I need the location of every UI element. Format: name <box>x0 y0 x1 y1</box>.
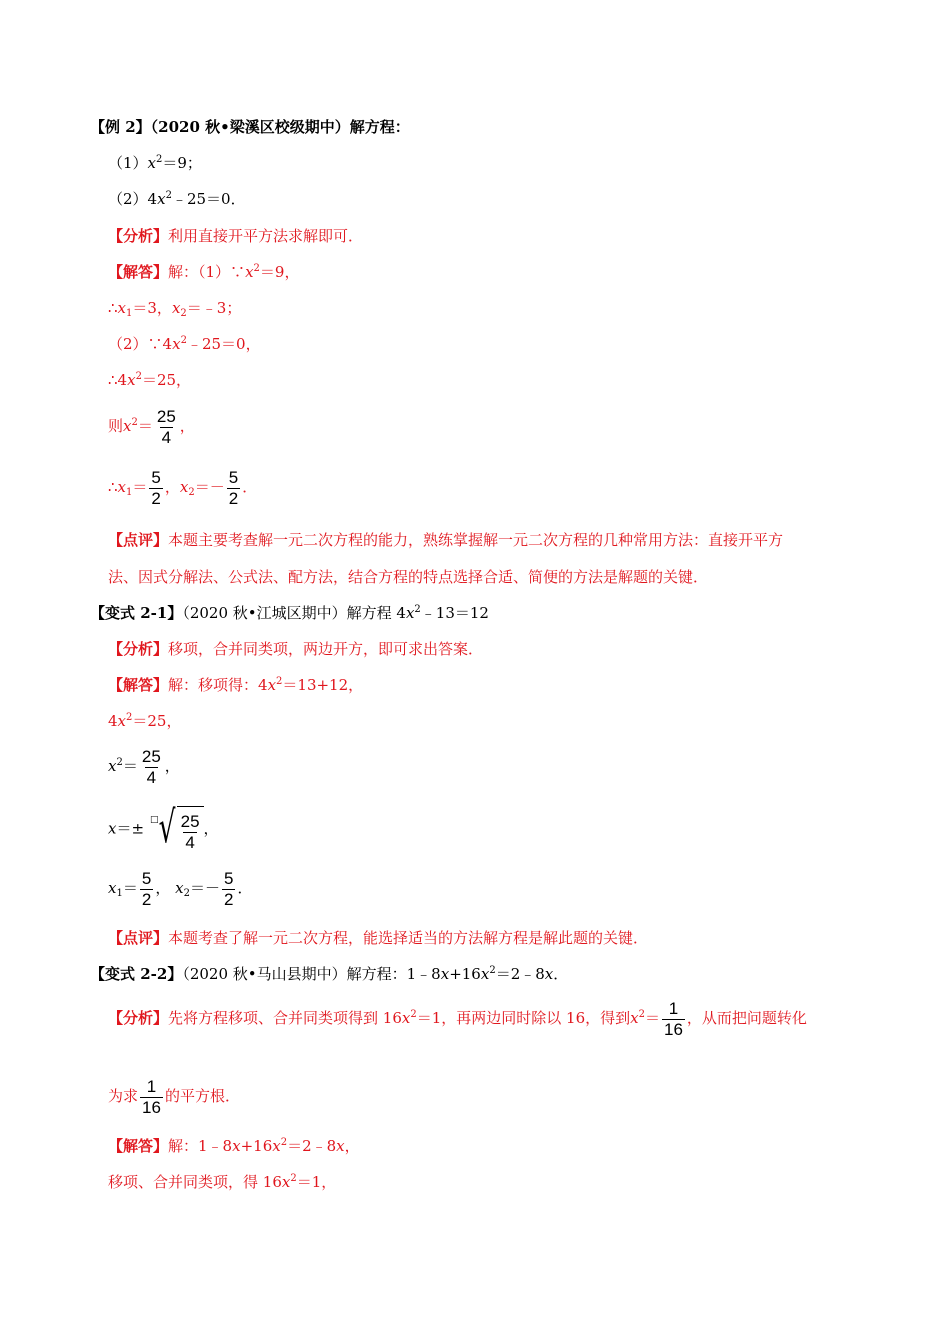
variant-2-1-heading: 【变式 2-1】（2020 秋•江城区期中）解方程 $4x^2﹣13=12$ <box>90 604 489 622</box>
variant-2-2-answer-line-2: 移项、合并同类项，得 $16x^2=1$， <box>108 1173 337 1191</box>
example-2-source: （2020 秋•梁溪区校级期中）解方程： <box>150 118 410 136</box>
fraction-25-over-4: $\frac{25}{4}$ <box>141 746 161 787</box>
example-2-analysis: 【分析】利用直接开平方法求解即可． <box>108 227 364 245</box>
variant-2-1-analysis: 【分析】移项，合并同类项，两边开方，即可求出答案． <box>108 640 484 658</box>
fraction-5-over-2-negative: $\frac{5}{2}$ <box>228 467 239 508</box>
variant-2-2-heading: 【变式 2-2】（2020 秋•马山县期中）解方程：$1﹣8x+16x^2=2﹣8x$． <box>90 965 569 983</box>
fraction-5-over-2-negative: $\frac{5}{2}$ <box>223 868 234 909</box>
example-2-review-line-2: 法、因式分解法、公式法、配方法，结合方程的特点选择合适、简便的方法是解题的关键． <box>108 568 709 586</box>
variant-2-1-answer-line-4: x＝± □ √ $\frac{25}{4}$ ， <box>108 802 219 853</box>
example-2-question-2: $(2)4x^2﹣25=0$． <box>108 190 246 208</box>
fraction-25-over-4: $\frac{25}{4}$ <box>180 811 200 852</box>
fraction-5-over-2: $\frac{5}{2}$ <box>141 868 152 909</box>
variant-2-1-answer-line-5: $x_1=$ $\frac{5}{2}$ ， $x_2=-$ $\frac{5}{2}$ ． <box>108 868 253 909</box>
example-2-answer-line-2: $\therefore x_1=3$，$x_2=﹣3$； <box>108 299 242 319</box>
fraction-25-over-4: $\frac{25}{4}$ <box>156 406 176 447</box>
variant-2-2-analysis-line-1: 【分析】先将方程移项、合并同类项得到 $16x^2=1$，再两边同时除以 16，得到$x^2=$ $\frac{1}{16}$ ，从而把问题转化 <box>108 998 807 1039</box>
example-2-answer-line-6: $\therefore x_1=$ $\frac{5}{2}$ ，$x_2=-$ $\frac{5}{2}$ ． <box>108 467 258 508</box>
square-root <box>153 802 204 853</box>
fraction-1-over-16: $\frac{1}{16}$ <box>663 998 683 1039</box>
variant-2-1-review: 【点评】本题考查了解一元二次方程，能选择适当的方法解方程是解此题的关键． <box>108 929 649 947</box>
example-2-answer-line-4: $\therefore 4x^2=25$， <box>108 371 192 389</box>
variant-2-1-answer-line-3: $x^2=$ $\frac{25}{4}$ ， <box>108 746 180 787</box>
example-2-answer-line-5: 则$x^2=$ $\frac{25}{4}$ ， <box>108 406 195 447</box>
variant-2-1-answer-line-2: $4x^2=25$， <box>108 712 182 730</box>
example-2-tag: 【例 2】 <box>90 118 151 136</box>
example-2-heading <box>90 117 410 137</box>
example-2-question-1: $(1)x^2=9$； <box>108 154 202 172</box>
variant-2-1-answer-line-1: 【解答】解：移项得：$4x^2=13+12$， <box>108 676 364 694</box>
example-2-answer-line-1: 【解答】解：$(1)\because x^2=9$， <box>108 263 300 281</box>
variant-2-2-analysis-line-2: 为求 $\frac{1}{16}$ 的平方根． <box>108 1076 240 1117</box>
root-index-placeholder: □ <box>150 814 159 825</box>
fraction-5-over-2: $\frac{5}{2}$ <box>151 467 161 508</box>
example-2-answer-line-3: $(2)\because 4x^2﹣25=0$， <box>108 335 261 353</box>
radical-icon: √ <box>158 802 175 853</box>
fraction-1-over-16: $\frac{1}{16}$ <box>142 1076 161 1117</box>
example-2-review-line-1: 【点评】本题主要考查解一元二次方程的能力，熟练掌握解一元二次方程的几种常用方法：直接开平方 <box>108 531 784 549</box>
variant-2-2-answer-line-1: 【解答】解：$1﹣8x+16x^2=2﹣8x$， <box>108 1137 360 1155</box>
